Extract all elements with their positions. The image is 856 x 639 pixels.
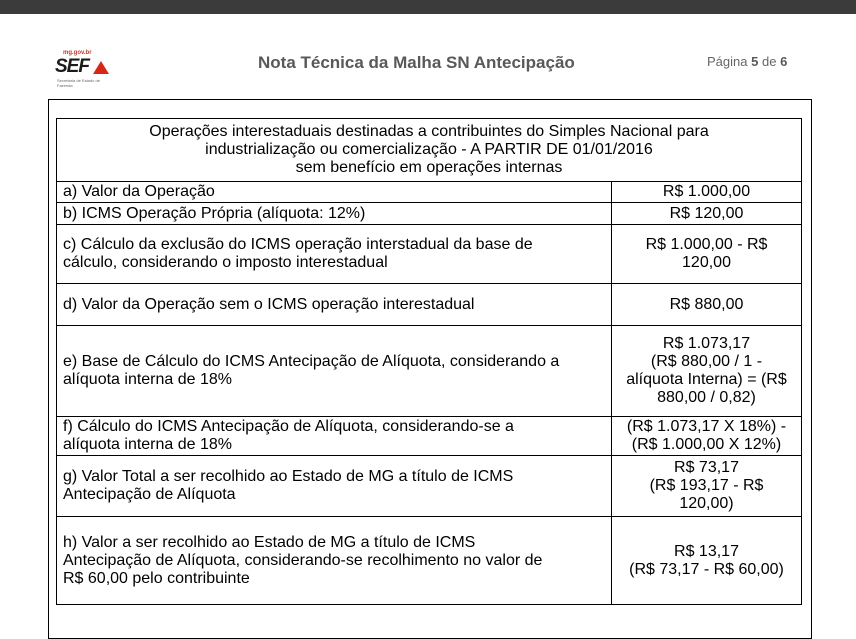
table-row [57,417,802,456]
label-line: a) Valor da Operação [63,183,215,200]
logo-triangle-icon [93,61,109,74]
label-line: d) Valor da Operação sem o ICMS operação interestadual [63,295,475,313]
value-line: R$ 13,17 [674,542,739,560]
row-label [57,182,612,203]
value-line: R$ 73,17 [674,459,739,476]
label-line: alíquota interna de 18% [63,436,233,453]
row-value [612,326,802,417]
row-label [57,326,612,417]
value-line: R$ 1.073,17 [662,335,751,352]
row-label [57,456,612,517]
table-heading-row [57,119,802,182]
label-line: e) Base de Cálculo do ICMS Antecipação de Alíquota, considerando a [63,353,560,370]
value-line: alíquota Interna) = (R$ [626,371,787,388]
value-line: 120,00 [682,254,731,271]
table-row [57,203,802,225]
row-value [612,417,802,456]
heading-line: industrialização ou comercialização - A PARTIR DE 01/01/2016 [205,141,653,158]
logo-subtitle: Secretaria de Estado de Fazenda [57,78,100,88]
row-label [57,284,612,326]
row-value [612,203,802,225]
table-row [57,326,802,417]
page-header [0,40,856,90]
value-line: (R$ 193,17 - R$ [649,477,764,494]
label-line: R$ 60,00 pelo contribuinte [63,569,250,587]
table-row [57,225,802,284]
row-label [57,203,612,225]
logo-text: SEF [55,56,89,77]
label-line: alíquota interna de 18% [63,371,233,388]
label-line: h) Valor a ser recolhido ao Estado de MG a título de ICMS [63,533,476,551]
value-line: 880,00 / 0,82) [657,389,756,406]
row-label [57,417,612,456]
row-value [612,284,802,326]
row-label [57,225,612,284]
row-value [612,182,802,203]
calculation-table [56,118,802,605]
page-current: 5 [751,54,759,69]
label-line: cálculo, considerando o imposto interestadual [63,254,388,271]
document-title: Nota Técnica da Malha SN Antecipação [258,53,575,72]
label-line: c) Cálculo da exclusão do ICMS operação interstadual da base de [63,236,533,253]
heading-line: Operações interestaduais destinadas a contribuintes do Simples Nacional para [149,123,709,140]
heading-line: sem benefício em operações internas [295,159,563,176]
table-row [57,182,802,203]
value-line: 120,00) [679,495,734,512]
page-number [707,54,787,69]
sef-logo [55,50,111,88]
label-line: b) ICMS Operação Própria (alíquota: 12%) [63,204,366,222]
page-of: de [761,54,777,69]
table-heading [57,119,802,182]
label-line: g) Valor Total a ser recolhido ao Estado de MG a título de ICMS [63,468,514,485]
table-row [57,456,802,517]
value-line: R$ 1.000,00 [662,183,751,200]
row-value [612,456,802,517]
value-line: R$ 880,00 [669,295,744,313]
value-line: R$ 1.000,00 - R$ [645,236,768,253]
label-line: f) Cálculo do ICMS Antecipação de Alíquota, considerando-se a [63,418,514,435]
table-row [57,517,802,605]
page-label: Página [707,54,748,69]
value-line: (R$ 1.073,17 X 18%) - [626,418,787,435]
value-line: (R$ 73,17 - R$ 60,00) [629,560,784,578]
row-value [612,517,802,605]
value-line: (R$ 880,00 / 1 - [650,353,763,370]
table-row [57,284,802,326]
window-top-bar [0,0,856,14]
value-line: R$ 120,00 [669,204,744,222]
page-total: 6 [780,54,788,69]
row-label [57,517,612,605]
logo-domain: mg.gov.br [63,50,92,56]
row-value [612,225,802,284]
label-line: Antecipação de Alíquota, considerando-se recolhimento no valor de [63,551,543,569]
value-line: (R$ 1.000,00 X 12%) [631,436,782,453]
label-line: Antecipação de Alíquota [63,486,236,503]
